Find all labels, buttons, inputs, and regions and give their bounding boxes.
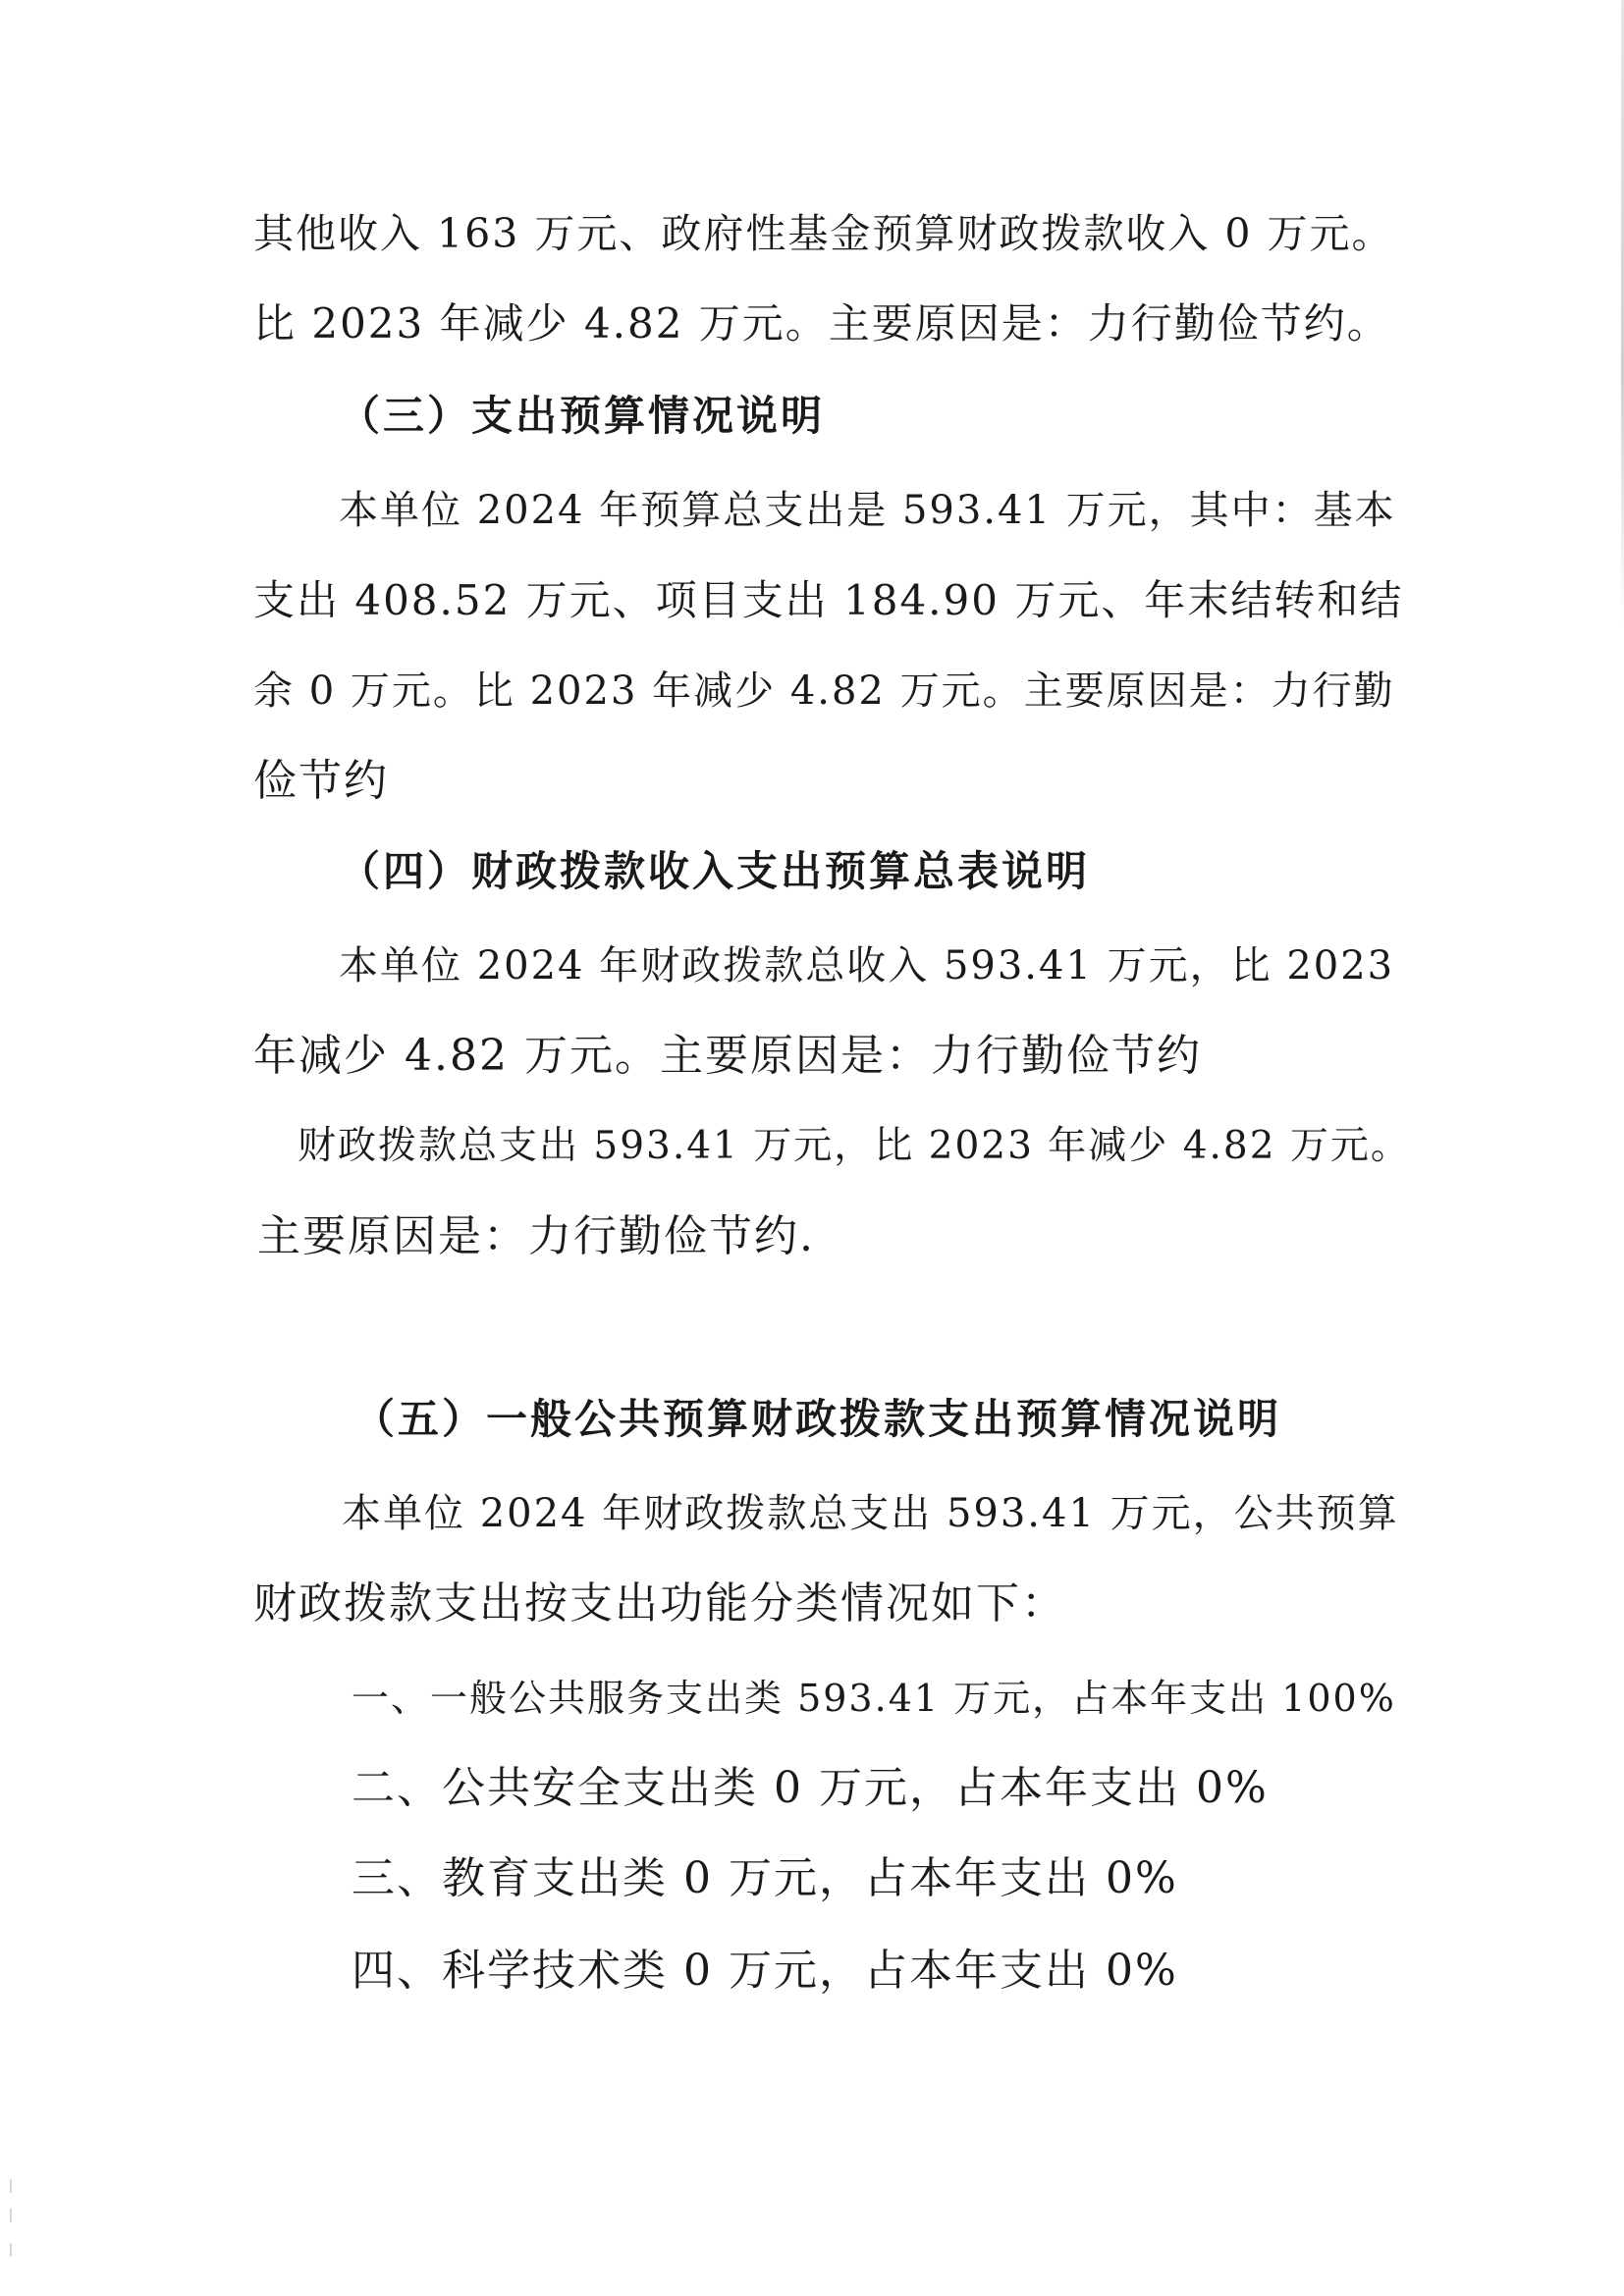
scan-mark xyxy=(10,2179,12,2193)
section-heading: （五）一般公共预算财政拨款支出预算情况说明 xyxy=(353,1395,1282,1443)
paragraph-line: 本单位 2024 年财政拨款总收入 593.41 万元，比 2023 xyxy=(339,943,1395,988)
paragraph-line: 财政拨款总支出 593.41 万元，比 2023 年减少 4.82 万元。 xyxy=(298,1124,1411,1168)
paragraph-line: 支出 408.52 万元、项目支出 184.90 万元、年末结转和结 xyxy=(253,576,1404,624)
list-item: 四、科学技术类 0 万元，占本年支出 0% xyxy=(352,1946,1178,1996)
paragraph-line: 本单位 2024 年预算总支出是 593.41 万元，其中：基本 xyxy=(339,488,1396,533)
section-heading: （四）财政拨款收入支出预算总表说明 xyxy=(339,847,1091,895)
scan-mark xyxy=(10,2243,12,2257)
paragraph-line: 比 2023 年减少 4.82 万元。主要原因是：力行勤俭节约。 xyxy=(253,299,1390,347)
paragraph-line: 俭节约 xyxy=(253,756,389,806)
list-item: 一、一般公共服务支出类 593.41 万元，占本年支出 100% xyxy=(352,1677,1396,1720)
paragraph-line: 余 0 万元。比 2023 年减少 4.82 万元。主要原因是：力行勤 xyxy=(253,668,1395,714)
paragraph-line: 主要原因是：力行勤俭节约. xyxy=(257,1211,815,1261)
list-item: 三、教育支出类 0 万元，占本年支出 0% xyxy=(352,1853,1178,1903)
list-item: 二、公共安全支出类 0 万元，占本年支出 0% xyxy=(352,1763,1269,1813)
scan-mark xyxy=(10,2209,12,2222)
paragraph-line: 其他收入 163 万元、政府性基金预算财政拨款收入 0 万元。 xyxy=(253,210,1394,257)
section-heading: （三）支出预算情况说明 xyxy=(339,392,826,440)
paragraph-line: 年减少 4.82 万元。主要原因是：力行勤俭节约 xyxy=(253,1031,1202,1081)
paragraph-line: 本单位 2024 年财政拨款总支出 593.41 万元，公共预算 xyxy=(342,1491,1399,1536)
paragraph-line: 财政拨款支出按支出功能分类情况如下： xyxy=(253,1578,1066,1629)
